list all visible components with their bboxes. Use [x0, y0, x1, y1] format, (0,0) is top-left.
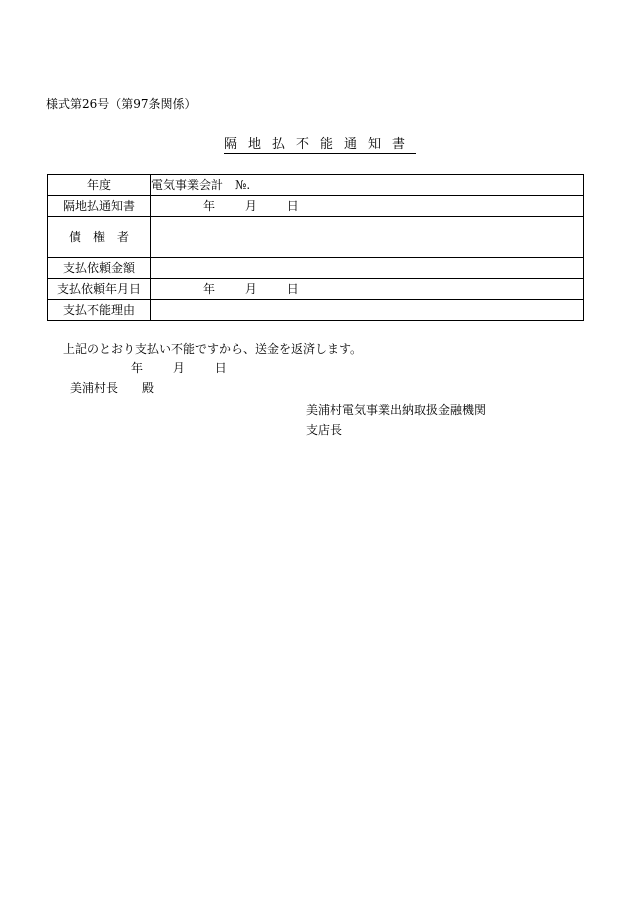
row-value-account: 電気事業会計 №. [151, 175, 584, 196]
table-row [48, 217, 584, 258]
row-value-reason [151, 300, 584, 321]
row-label-fiscal-year: 年度 [48, 175, 151, 196]
date-year-unit: 年 [203, 199, 216, 213]
table-row [48, 175, 584, 196]
row-value-notice-date [151, 196, 584, 217]
notice-form-table [47, 174, 584, 321]
row-label-request-date: 支払依頼年月日 [48, 279, 151, 300]
row-value-creditor [151, 217, 584, 258]
date-field [203, 283, 299, 295]
row-value-request-date [151, 279, 584, 300]
table-row [48, 196, 584, 217]
issue-date-line [131, 362, 227, 374]
issuer-title: 支店長 [306, 423, 343, 437]
date-field [203, 200, 299, 212]
date-month-unit: 月 [244, 199, 257, 213]
row-label-creditor: 債 権 者 [48, 217, 151, 258]
notice-text: 上記のとおり支払い不能ですから、送金を返済します。 [63, 342, 363, 356]
table-row [48, 258, 584, 279]
date-month-unit: 月 [244, 282, 257, 296]
date-year-unit: 年 [131, 361, 144, 375]
date-year-unit: 年 [203, 282, 216, 296]
row-label-payment-amount: 支払依頼金額 [48, 258, 151, 279]
row-label-reason: 支払不能理由 [48, 300, 151, 321]
date-day-unit: 日 [286, 282, 299, 296]
addressee: 美浦村長 殿 [70, 381, 155, 395]
date-day-unit: 日 [214, 361, 227, 375]
row-value-payment-amount [151, 258, 584, 279]
issuer-institution: 美浦村電気事業出納取扱金融機関 [306, 403, 487, 417]
table-row [48, 300, 584, 321]
document-title: 隔地払不能通知書 [224, 137, 417, 152]
row-label-notice-date: 隔地払通知書 [48, 196, 151, 217]
date-month-unit: 月 [172, 361, 185, 375]
form-number-label: 様式第26号（第97条関係） [46, 97, 197, 111]
date-day-unit: 日 [286, 199, 299, 213]
table-row [48, 279, 584, 300]
